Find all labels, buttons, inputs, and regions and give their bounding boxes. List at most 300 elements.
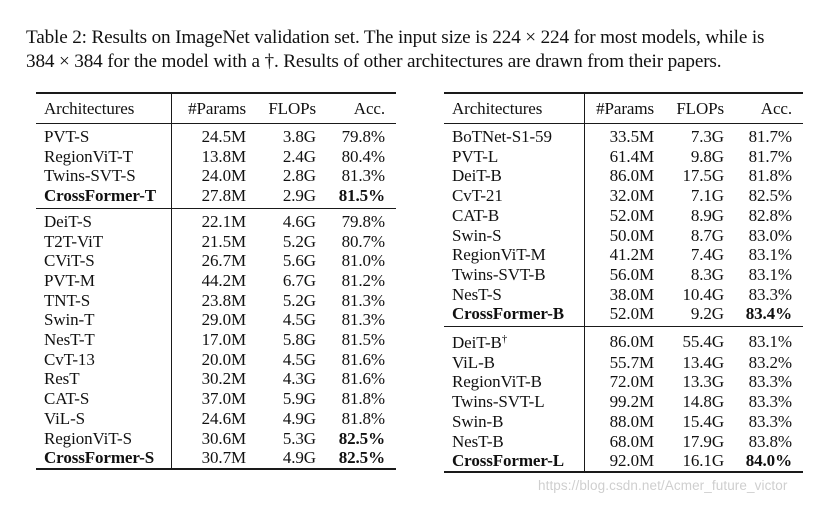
table-row: [36, 310, 396, 330]
cell-flops: [654, 147, 724, 167]
table-row: [36, 369, 396, 389]
cell-params-text: 26.7M: [201, 251, 246, 271]
cell-architecture: [36, 409, 171, 429]
cell-acc: [316, 350, 396, 370]
header-acc: Acc.: [760, 99, 792, 118]
cell-acc: [316, 147, 396, 167]
cell-params-text: 38.0M: [609, 284, 654, 304]
cell-acc: [316, 251, 396, 271]
cell-acc-text: 84.0%: [745, 451, 792, 471]
cell-acc: [724, 147, 803, 167]
cell-flops: [654, 353, 724, 373]
cell-architecture-text: CViT-S: [44, 251, 95, 271]
cell-architecture: [36, 291, 171, 311]
cell-architecture: [444, 304, 584, 326]
cell-flops-text: 2.8G: [282, 166, 316, 186]
cell-params: [584, 226, 654, 246]
table-caption: Table 2: Results on ImageNet validation set. The input size is 224 × 224 for most models, while is 384 × 384 for the model with a †. Results of other architectures are drawn from their papers.: [26, 27, 765, 72]
cell-flops-text: 2.9G: [282, 186, 316, 206]
cell-flops-text: 17.9G: [682, 431, 724, 451]
cell-params: [171, 291, 246, 311]
cell-architecture-text: RegionViT-B: [452, 372, 542, 392]
cell-params-text: 99.2M: [609, 392, 654, 412]
cell-architecture: [444, 412, 584, 432]
cell-params-text: 52.0M: [609, 205, 654, 225]
cell-architecture-text: DeiT-S: [44, 211, 92, 231]
row-group: [36, 208, 396, 469]
table-row: [36, 291, 396, 311]
table-row: [36, 208, 396, 231]
cell-flops-text: 4.6G: [282, 211, 316, 231]
cell-acc: [316, 291, 396, 311]
cell-architecture-text: Twins-SVT-S: [44, 166, 136, 186]
cell-params-text: 22.1M: [201, 211, 246, 231]
cell-flops-text: 5.3G: [282, 428, 316, 448]
cell-architecture-text: ViL-B: [452, 352, 495, 372]
cell-flops: [246, 208, 316, 231]
cell-flops-text: 2.4G: [282, 146, 316, 166]
cell-flops: [654, 372, 724, 392]
header-row: [36, 93, 396, 124]
cell-params: [584, 372, 654, 392]
cell-architecture-text: CAT-B: [452, 205, 500, 225]
table-row: [444, 451, 803, 472]
cell-params-text: 52.0M: [609, 304, 654, 324]
cell-flops-text: 4.9G: [282, 448, 316, 468]
cell-params-text: 88.0M: [609, 411, 654, 431]
cell-flops: [654, 245, 724, 265]
cell-architecture-text: CrossFormer-T: [44, 186, 156, 206]
table-row: [444, 372, 803, 392]
cell-acc-text: 81.8%: [748, 166, 792, 186]
cell-architecture-text: NesT-T: [44, 330, 95, 350]
cell-flops-text: 55.4G: [682, 331, 724, 351]
cell-flops: [246, 448, 316, 469]
cell-acc: [724, 353, 803, 373]
cell-params-text: 72.0M: [609, 372, 654, 392]
cell-params: [584, 353, 654, 373]
cell-acc-text: 81.7%: [748, 146, 792, 166]
table-row: [36, 166, 396, 186]
cell-params: [584, 147, 654, 167]
table-row: [36, 124, 396, 147]
cell-acc: [316, 208, 396, 231]
cell-acc-text: 82.8%: [748, 205, 792, 225]
cell-acc: [724, 124, 803, 147]
cell-acc: [316, 232, 396, 252]
cell-architecture: [36, 310, 171, 330]
table-row: [444, 265, 803, 285]
cell-flops-text: 7.1G: [690, 186, 724, 206]
cell-flops: [246, 124, 316, 147]
table-row: [444, 124, 803, 147]
cell-acc-text: 83.8%: [748, 431, 792, 451]
cell-flops: [654, 412, 724, 432]
header-params: #Params: [188, 99, 246, 118]
cell-acc-text: 81.8%: [341, 408, 385, 428]
header-params: #Params: [596, 99, 654, 118]
cell-architecture-text: NesT-B: [452, 431, 504, 451]
cell-architecture-text: DeiT-B: [452, 333, 502, 353]
cell-flops: [246, 186, 316, 208]
cell-params: [584, 186, 654, 206]
cell-architecture: [36, 271, 171, 291]
cell-acc: [316, 369, 396, 389]
cell-acc-text: 79.8%: [341, 211, 385, 231]
table-row: [444, 392, 803, 412]
cell-acc-text: 79.8%: [341, 127, 385, 146]
cell-architecture: [444, 285, 584, 305]
cell-architecture: [444, 166, 584, 186]
cell-architecture-text: PVT-L: [452, 146, 499, 166]
cell-params-text: 56.0M: [609, 264, 654, 284]
cell-acc: [724, 412, 803, 432]
cell-architecture-text: Swin-B: [452, 411, 504, 431]
cell-params: [584, 432, 654, 452]
cell-architecture-text: CAT-S: [44, 389, 90, 409]
cell-acc: [316, 166, 396, 186]
cell-flops-text: 9.8G: [690, 146, 724, 166]
cell-params: [584, 206, 654, 226]
cell-architecture: [36, 251, 171, 271]
cell-architecture-text: CvT-21: [452, 186, 503, 206]
table-row: [36, 389, 396, 409]
cell-architecture: [444, 124, 584, 147]
cell-architecture: [36, 124, 171, 147]
cell-params: [584, 451, 654, 472]
table-row: [444, 327, 803, 353]
cell-architecture-text: T2T-ViT: [44, 231, 104, 251]
cell-flops-text: 7.3G: [690, 127, 724, 146]
table-row: [36, 147, 396, 167]
cell-architecture-text: BoTNet-S1-59: [452, 127, 552, 146]
table-row: [444, 412, 803, 432]
cell-flops: [654, 451, 724, 472]
table-row: [36, 350, 396, 370]
dagger-mark: †: [501, 333, 508, 346]
cell-params: [171, 429, 246, 449]
cell-params: [171, 147, 246, 167]
cell-flops: [654, 327, 724, 353]
header-flops: FLOPs: [268, 99, 316, 118]
cell-architecture: [36, 166, 171, 186]
cell-architecture: [444, 392, 584, 412]
cell-architecture-text: ViL-S: [44, 408, 85, 428]
cell-acc: [724, 245, 803, 265]
cell-flops: [654, 226, 724, 246]
cell-flops-text: 5.2G: [282, 290, 316, 310]
cell-acc: [724, 304, 803, 326]
cell-flops-text: 5.2G: [282, 231, 316, 251]
cell-acc-text: 83.2%: [748, 352, 792, 372]
cell-params-text: 30.6M: [201, 428, 246, 448]
cell-flops-text: 5.6G: [282, 251, 316, 271]
cell-architecture: [36, 330, 171, 350]
cell-architecture-text: Swin-S: [452, 225, 502, 245]
table-row: [444, 186, 803, 206]
table-row: [444, 166, 803, 186]
table-row: [36, 409, 396, 429]
cell-acc-text: 82.5%: [748, 186, 792, 206]
table-row: [444, 147, 803, 167]
cell-architecture-text: RegionViT-S: [44, 428, 132, 448]
cell-architecture: [444, 327, 584, 353]
cell-flops-text: 4.3G: [282, 369, 316, 389]
cell-acc: [724, 226, 803, 246]
cell-acc: [316, 409, 396, 429]
cell-flops: [654, 206, 724, 226]
cell-architecture: [36, 232, 171, 252]
cell-acc-text: 81.0%: [341, 251, 385, 271]
cell-architecture: [444, 265, 584, 285]
cell-architecture: [444, 372, 584, 392]
cell-acc-text: 83.4%: [745, 304, 792, 324]
cell-params-text: 41.2M: [609, 245, 654, 265]
row-group: [36, 124, 396, 209]
cell-acc: [316, 186, 396, 208]
cell-flops: [246, 251, 316, 271]
cell-acc-text: 81.6%: [341, 349, 385, 369]
header-architectures: Architectures: [36, 93, 171, 124]
cell-params-text: 68.0M: [609, 431, 654, 451]
cell-params: [171, 389, 246, 409]
cell-flops-text: 6.7G: [282, 270, 316, 290]
cell-architecture-text: RegionViT-M: [452, 245, 546, 265]
cell-flops-text: 13.4G: [682, 352, 724, 372]
cell-architecture: [36, 186, 171, 208]
cell-params: [171, 271, 246, 291]
cell-architecture: [444, 186, 584, 206]
cell-params-text: 92.0M: [609, 451, 654, 471]
cell-params-text: 44.2M: [201, 270, 246, 290]
table-row: [444, 285, 803, 305]
cell-flops: [246, 232, 316, 252]
cell-architecture: [444, 245, 584, 265]
cell-params: [584, 327, 654, 353]
cell-params: [171, 124, 246, 147]
cell-flops: [246, 291, 316, 311]
cell-flops-text: 3.8G: [282, 127, 316, 146]
table-row: [444, 432, 803, 452]
table-row: [444, 206, 803, 226]
cell-architecture: [444, 451, 584, 472]
header-architectures: Architectures: [444, 93, 584, 124]
row-group: [444, 124, 803, 327]
cell-flops-text: 5.8G: [282, 330, 316, 350]
cell-params: [584, 166, 654, 186]
cell-architecture-text: CrossFormer-B: [452, 304, 564, 324]
cell-flops-text: 15.4G: [682, 411, 724, 431]
cell-params: [171, 330, 246, 350]
cell-params: [584, 304, 654, 326]
cell-architecture: [444, 432, 584, 452]
table-row: [36, 330, 396, 350]
cell-acc-text: 81.3%: [341, 310, 385, 330]
cell-architecture: [36, 369, 171, 389]
cell-flops-text: 10.4G: [682, 284, 724, 304]
cell-params-text: 86.0M: [609, 331, 654, 351]
cell-flops: [246, 429, 316, 449]
cell-acc-text: 82.5%: [338, 428, 385, 448]
cell-flops: [654, 265, 724, 285]
header-acc: Acc.: [353, 99, 385, 118]
cell-acc-text: 81.5%: [338, 186, 385, 206]
cell-flops: [654, 166, 724, 186]
table-row: [36, 271, 396, 291]
cell-params-text: 61.4M: [609, 146, 654, 166]
cell-flops-text: 4.5G: [282, 310, 316, 330]
cell-architecture-text: CrossFormer-L: [452, 451, 564, 471]
cell-acc-text: 81.7%: [748, 127, 792, 146]
cell-flops: [246, 409, 316, 429]
cell-acc: [724, 186, 803, 206]
table-row: [444, 245, 803, 265]
cell-acc-text: 83.1%: [748, 264, 792, 284]
table-row: [36, 429, 396, 449]
cell-acc-text: 83.1%: [748, 245, 792, 265]
cell-architecture: [444, 353, 584, 373]
cell-acc-text: 83.3%: [748, 411, 792, 431]
cell-params-text: 30.7M: [201, 448, 246, 468]
cell-architecture-text: Twins-SVT-B: [452, 264, 546, 284]
cell-params-text: 37.0M: [201, 389, 246, 409]
cell-architecture: [444, 206, 584, 226]
cell-acc: [724, 265, 803, 285]
cell-acc: [724, 327, 803, 353]
cell-acc-text: 83.3%: [748, 284, 792, 304]
cell-flops-text: 9.2G: [690, 304, 724, 324]
watermark: https://blog.csdn.net/Acmer_future_victor: [538, 478, 788, 493]
cell-params-text: 86.0M: [609, 166, 654, 186]
cell-architecture-text: CvT-13: [44, 349, 95, 369]
cell-acc: [724, 206, 803, 226]
cell-params: [171, 166, 246, 186]
cell-flops: [654, 304, 724, 326]
cell-acc-text: 83.3%: [748, 372, 792, 392]
cell-flops: [246, 330, 316, 350]
cell-acc-text: 82.5%: [338, 448, 385, 468]
cell-params-text: 24.6M: [201, 408, 246, 428]
cell-flops-text: 8.9G: [690, 205, 724, 225]
cell-params: [171, 369, 246, 389]
cell-acc: [724, 166, 803, 186]
cell-flops-text: 4.9G: [282, 408, 316, 428]
cell-params: [584, 412, 654, 432]
cell-acc: [316, 330, 396, 350]
cell-params: [584, 392, 654, 412]
cell-flops: [246, 369, 316, 389]
cell-params-text: 17.0M: [201, 330, 246, 350]
cell-acc: [316, 448, 396, 469]
cell-acc: [316, 389, 396, 409]
cell-acc: [724, 451, 803, 472]
cell-architecture-text: CrossFormer-S: [44, 448, 155, 468]
cell-params: [171, 310, 246, 330]
cell-flops: [654, 285, 724, 305]
cell-params-text: 23.8M: [201, 290, 246, 310]
cell-acc-text: 81.3%: [341, 166, 385, 186]
cell-params-text: 21.5M: [201, 231, 246, 251]
cell-acc: [316, 124, 396, 147]
cell-architecture-text: NesT-S: [452, 284, 502, 304]
cell-acc: [316, 429, 396, 449]
cell-architecture: [36, 448, 171, 469]
cell-acc-text: 81.5%: [341, 330, 385, 350]
cell-architecture-text: DeiT-B: [452, 166, 502, 186]
cell-flops-text: 8.7G: [690, 225, 724, 245]
cell-flops: [246, 389, 316, 409]
cell-params-text: 24.0M: [201, 166, 246, 186]
cell-flops-text: 5.9G: [282, 389, 316, 409]
cell-flops: [246, 310, 316, 330]
cell-acc-text: 81.2%: [341, 270, 385, 290]
cell-architecture: [36, 147, 171, 167]
cell-flops-text: 14.8G: [682, 392, 724, 412]
cell-flops: [246, 147, 316, 167]
cell-acc-text: 83.3%: [748, 392, 792, 412]
cell-params: [171, 186, 246, 208]
cell-acc-text: 80.7%: [341, 231, 385, 251]
cell-flops-text: 13.3G: [682, 372, 724, 392]
cell-params: [171, 208, 246, 231]
cell-params: [171, 232, 246, 252]
row-group: [444, 327, 803, 472]
cell-params: [584, 265, 654, 285]
cell-acc: [724, 392, 803, 412]
table-row: [36, 186, 396, 208]
cell-acc: [724, 285, 803, 305]
cell-acc: [316, 271, 396, 291]
table-row: [36, 232, 396, 252]
cell-acc-text: 81.3%: [341, 290, 385, 310]
cell-flops: [246, 271, 316, 291]
cell-flops: [246, 166, 316, 186]
cell-architecture: [36, 350, 171, 370]
table-row: [444, 226, 803, 246]
cell-params-text: 33.5M: [609, 127, 654, 146]
cell-architecture-text: ResT: [44, 369, 80, 389]
cell-architecture-text: Swin-T: [44, 310, 95, 330]
cell-architecture: [36, 429, 171, 449]
cell-acc-text: 83.1%: [748, 331, 792, 351]
cell-acc-text: 81.8%: [341, 389, 385, 409]
cell-architecture: [36, 208, 171, 231]
table-row: [444, 353, 803, 373]
table-row: [444, 304, 803, 326]
cell-architecture-text: PVT-M: [44, 270, 95, 290]
cell-params-text: 27.8M: [201, 186, 246, 206]
cell-params: [171, 448, 246, 469]
cell-architecture-text: RegionViT-T: [44, 146, 133, 166]
cell-params-text: 50.0M: [609, 225, 654, 245]
cell-acc-text: 80.4%: [341, 146, 385, 166]
header-flops: FLOPs: [676, 99, 724, 118]
cell-acc-text: 83.0%: [748, 225, 792, 245]
cell-params-text: 20.0M: [201, 349, 246, 369]
cell-flops-text: 4.5G: [282, 349, 316, 369]
cell-flops: [246, 350, 316, 370]
cell-params: [584, 124, 654, 147]
cell-flops-text: 8.3G: [690, 264, 724, 284]
cell-params-text: 55.7M: [609, 352, 654, 372]
cell-flops-text: 7.4G: [690, 245, 724, 265]
results-table-right: [444, 92, 803, 473]
cell-architecture-text: TNT-S: [44, 290, 91, 310]
cell-acc: [724, 432, 803, 452]
cell-params-text: 30.2M: [201, 369, 246, 389]
table-row: [36, 251, 396, 271]
cell-flops: [654, 432, 724, 452]
